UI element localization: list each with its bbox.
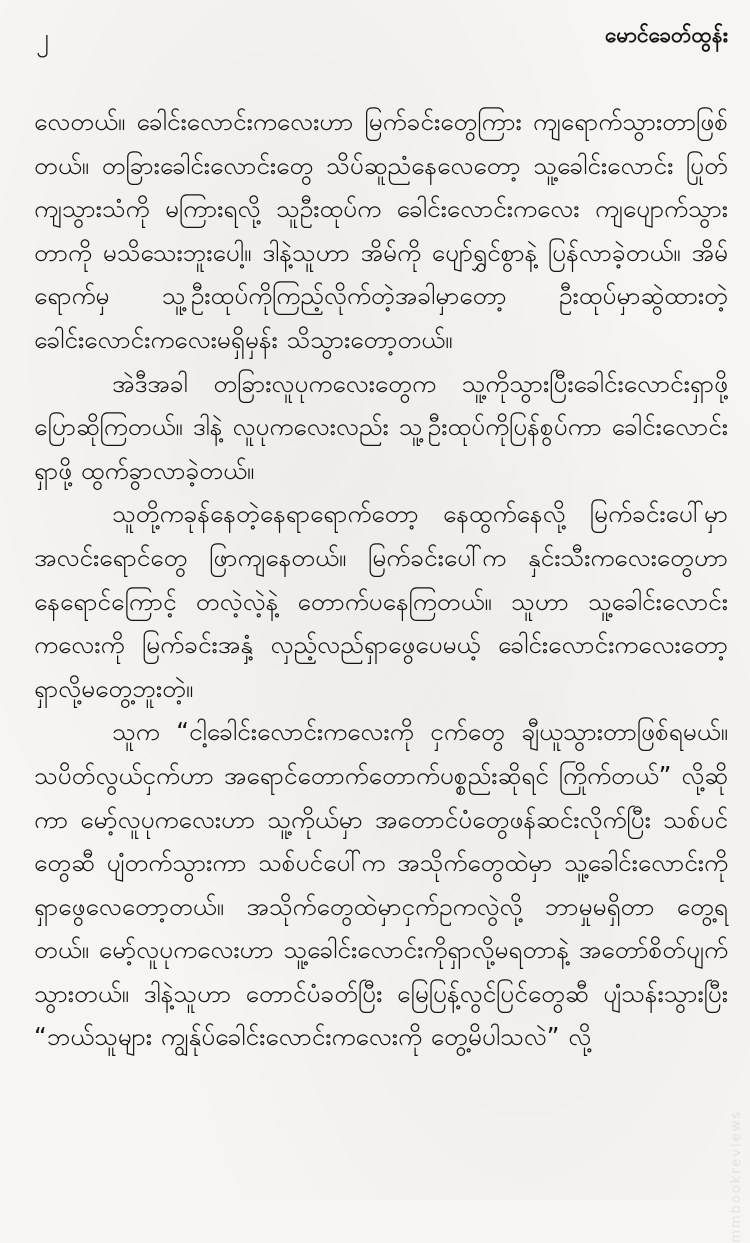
body-text — [34, 100, 728, 1059]
watermark: mmbookreviews — [729, 1110, 744, 1243]
running-title: မောင်ခေတ်ထွန်း — [604, 23, 728, 47]
paragraph: လေတယ်။ ခေါင်းလောင်းကလေးဟာ မြက်ခင်းတွေကြား ကျရောက်သွားတာဖြစ်တယ်။ တခြားခေါင်းလောင်းတွေ သိပ်ဆူညံနေလေတော့ သူ့ခေါင်းလောင်း ပြုတ်ကျသွားသံကို မကြားရလို့ သူဦးထုပ်က ခေါင်းလောင်းကလေး ကျပျောက်သွားတာကို မသိသေးဘူးပေါ့။ ဒါနဲ့သူဟာ အိမ်ကို ပျော်ရွှင်စွာနဲ့ ပြန်လာခဲ့တယ်။ အိမ်ရောက်မှ သူ့ဦးထုပ်ကိုကြည့်လိုက်တဲ့အခါမှာတော့ ဦးထုပ်မှာဆွဲထားတဲ့ ခေါင်းလောင်းကလေးမရှိမှန်း သိသွားတော့တယ်။ — [34, 107, 728, 354]
paragraph: အဲဒီအခါ တခြားလူပုကလေးတွေက သူ့ကိုသွားပြီးခေါင်းလောင်းရှာဖို့ ပြောဆိုကြတယ်။ ဒါနဲ့ လူပုကလေးလည်း သူ့ဦးထုပ်ကိုပြန်စွပ်ကာ ခေါင်းလောင်းရှာဖို့ ထွက်ခွာလာခဲ့တယ်။ — [34, 368, 728, 485]
paragraph: သူတို့ကခုန်နေတဲ့နေရာရောက်တော့ နေထွက်နေလို့ မြက်ခင်းပေါ်မှာ အလင်းရောင်တွေ ဖြာကျနေတယ်။ မြက်ခင်းပေါ်က နှင်းသီးကလေးတွေဟာ နေရောင်ကြောင့် တလဲ့လဲ့နဲ့ တောက်ပနေကြတယ်။ သူဟာ သူ့ခေါင်းလောင်းကလေးကို မြက်ခင်းအနှံ့ လှည့်လည်ရှာဖွေပေမယ့် ခေါင်းလောင်းကလေးတော့ ရှာလို့မတွေ့ဘူးတဲ့။ — [34, 499, 728, 703]
page-header — [34, 18, 728, 74]
paragraph: သူက “ငါ့ခေါင်းလောင်းကလေးကို ငှက်တွေ ချီယူသွားတာဖြစ်ရမယ်။ သပိတ်လွယ်ငှက်ဟာ အရောင်တောက်တောက်ပစ္စည်းဆိုရင် ကြိုက်တယ်” လို့ဆိုကာ မော့်လူပုကလေးဟာ သူ့ကိုယ်မှာ အတောင်ပံတွေဖန်ဆင်းလိုက်ပြီး သစ်ပင်တွေဆီ ပျံတက်သွားကာ သစ်ပင်ပေါ်က အသိုက်တွေထဲမှာ သူ့ခေါင်းလောင်းကို ရှာဖွေလေတော့တယ်။ အသိုက်တွေထဲမှာငှက်ဥကလွဲလို့ ဘာမှုမရှိတာ တွေ့ရတယ်။ မော့်လူပုကလေးဟာ သူ့ခေါင်းလောင်းကိုရှာလို့မရတာနဲ့ အတော်စိတ်ပျက်သွားတယ်။ ဒါနဲ့သူဟာ တောင်ပံခတ်ပြီး မြေပြန့်လွင်ပြင်တွေဆီ ပျံသန်းသွားပြီး “ဘယ်သူများ ကျွန်ုပ်ခေါင်းလောင်းကလေးကို တွေ့မိပါသလဲ” လို့ — [34, 717, 728, 1052]
page-number: ၂ — [36, 23, 49, 53]
